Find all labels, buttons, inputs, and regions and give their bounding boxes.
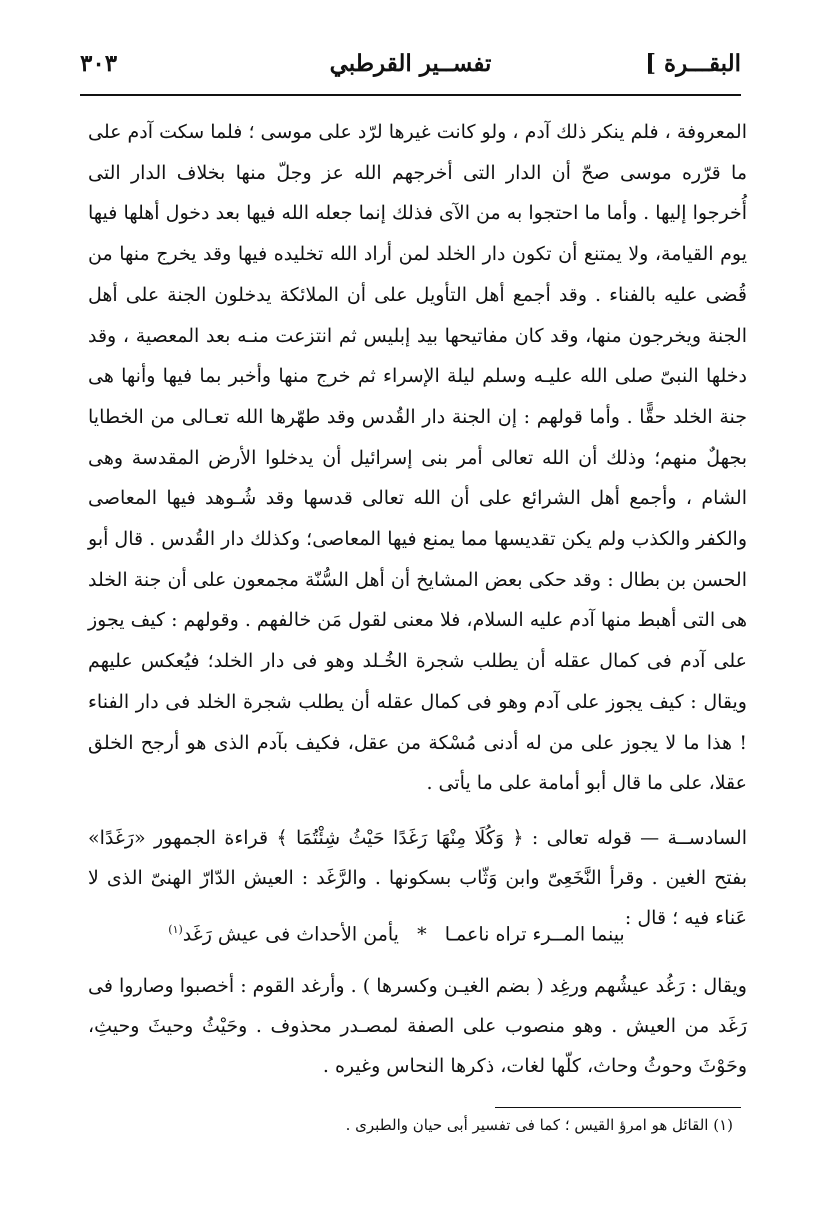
page-number: ٣٠٣ [80,50,118,77]
section-six-text: السادســة — قوله تعالى : ﴿ وَكُلَا مِنْهَا رَغَدًا حَيْثُ شِئْتُمَا ﴾ قراءة الجمهور «رَغَدًا» بفتح الغين . وقرأ النَّخَعِىّ وابن وَثّاب بسكونها . والرَّغَد : العيش الدّارّ الهنىّ الذى لا عَناء فيه ؛ قال : [88,827,747,929]
footnote: (١) القائل هو امرؤ القيس ؛ كما فى تفسير أبى حيان والطبرى . [345,1116,733,1134]
poetry-verse [140,910,653,954]
header-surah: البقـــرة ] [645,50,741,77]
header-rule [80,94,741,96]
verse-separator: * [417,923,427,946]
verse-second-hemistich: يأمن الأحداث فى عيش رَغَد [182,923,399,946]
main-text [88,112,747,804]
verse-first-hemistich: بينما المــرء تراه ناعمـا [444,923,625,946]
footnote-ref[interactable]: (١) [168,923,183,936]
section-six-continued-text: ويقال : رَغُد عيشُهم ورغِد ( بضم الغيـن وكسرها ) . وأرغد القوم : أخصبوا وصاروا فى رَغَد من العيش . وهو منصوب على الصفة لمصـدر محذوف . وحَيْثُ وحيثَ وحيثِ، وحَوْثَ وحوثُ وحاث، كلّها لغات، ذكرها النحاس وغيره . [88,975,747,1077]
footnote-rule [495,1107,741,1108]
paragraph: المعروفة ، فلم ينكر ذلك آدم ، ولو كانت غيرها لرّد على موسى ؛ فلما سكت آدم على ما قرّره موسى صحّ أن الدار التى أخرجهم الله عز وجلّ منها بخلاف الدار التى أُخرجوا إليها . وأما ما احتجوا به من الآى فذلك إنما جعله الله فيها بعد دخول أهلها فيها يوم القيامة، ولا يمتنع أن تكون دار الخلد لمن أراد الله تخليده فيها وقد يخرج منها من قُضى عليه بالفناء . وقد أجمع أهل التأويل على أن الملائكة يدخلون الجنة على أهل الجنة ويخرجون منها، وقد كان مفاتيحها بيد إبليس ثم انتزعت منـه بعد المعصية ، وقد دخلها النبىّ صلى الله عليـه وسلم ليلة الإسراء ثم خرج منها وأخبر بما فيها وأنها هى جنة الخلد حقًّا . وأما قولهم : إن الجنة دار القُدس وقد طهّرها الله تعـالى من الخطايا بجهلٌ منهم؛ وذلك أن الله تعالى أمر بنى إسرائيل أن يدخلوا الأرض المقدسة وهى الشام ، وأجمع أهل الشرائع على أن الله تعالى قدسها وقد شُـوهد فيها المعاصى والكفر والكذب ولم يكن تقديسها مما يمنع فيها المعاصى؛ وكذلك دار القُدس . قال أبو الحسن بن بطال : وقد حكى بعض المشايخ أن أهل السُّنّة مجمعون على أن جنة الخلد هى التى أهبط منها آدم عليه السلام، فلا معنى لقول مَن خالفهم . وقولهم : كيف يجوز على آدم فى كمال عقله أن يطلب شجرة الخُـلد وهو فى دار الخلد؛ فيُعكس عليهم ويقال : كيف يجوز على آدم وهو فى كمال عقله أن يطلب شجرة الخلد فى دار الفناء ! هذا ما لا يجوز على من له أدنى مُسْكة من عقل، فكيف بآدم الذى هو أرجح الخلق عقلا، على ما قال أبو أمامة على ما يأتى . [88,121,747,795]
running-header [80,40,741,92]
header-title: تفســير القرطبي [329,50,492,77]
section-six-continued [88,966,747,1086]
